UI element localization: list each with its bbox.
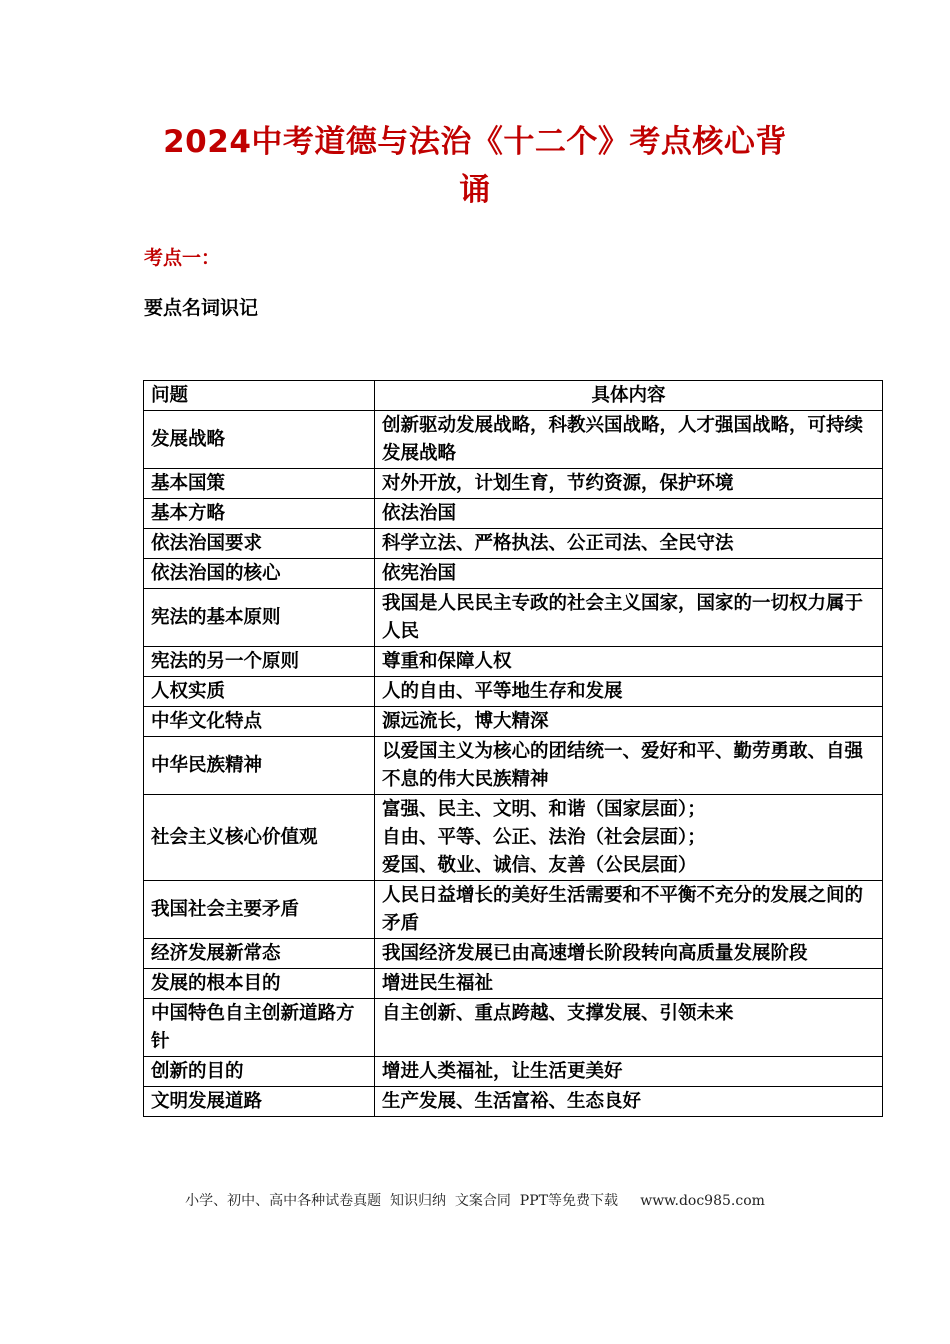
row-content-line: 以爱国主义为核心的团结统一、爱好和平、勤劳勇敢、自强不息的伟大民族精神 (382, 741, 864, 790)
row-content-line: 依宪治国 (382, 563, 457, 584)
row-content-line: 我国经济发展已由高速增长阶段转向高质量发展阶段 (382, 943, 808, 964)
row-content-line: 科学立法、严格执法、公正司法、全民守法 (382, 533, 734, 554)
row-content-line: 创新驱动发展战略，科教兴国战略，人才强国战略，可持续发展战略 (382, 415, 864, 464)
row-content-line: 尊重和保障人权 (382, 651, 512, 672)
page-footer: 小学、初中、高中各种试卷真题 知识归纳 文案合同 PPT等免费下载 www.doc985.com (185, 1193, 765, 1209)
table-row (144, 707, 883, 737)
key-points-table (143, 380, 883, 1117)
table-header-row (144, 381, 883, 411)
row-question: 创新的目的 (144, 1057, 375, 1087)
row-content-line: 人民日益增长的美好生活需要和不平衡不充分的发展之间的矛盾 (382, 885, 864, 934)
row-content (375, 881, 883, 939)
row-question: 我国社会主要矛盾 (144, 881, 375, 939)
header-question: 问题 (144, 381, 375, 411)
row-content-line: 我国是人民民主专政的社会主义国家，国家的一切权力属于人民 (382, 593, 864, 642)
row-question: 发展的根本目的 (144, 969, 375, 999)
header-content: 具体内容 (375, 381, 883, 411)
table-row (144, 1087, 883, 1117)
row-question: 中国特色自主创新道路方针 (144, 999, 375, 1057)
row-question: 中华民族精神 (144, 737, 375, 795)
table-row (144, 939, 883, 969)
row-content (375, 969, 883, 999)
table-row (144, 881, 883, 939)
row-content-line: 自主创新、重点跨越、支撑发展、引领未来 (382, 1003, 734, 1024)
row-content-line: 源远流长，博大精深 (382, 711, 549, 732)
row-content (375, 939, 883, 969)
table-row (144, 795, 883, 881)
table-row (144, 559, 883, 589)
row-content (375, 529, 883, 559)
row-content (375, 1057, 883, 1087)
row-content-line: 对外开放，计划生育，节约资源，保护环境 (382, 473, 734, 494)
table-row (144, 647, 883, 677)
row-content (375, 469, 883, 499)
row-content (375, 999, 883, 1057)
table-row (144, 677, 883, 707)
row-content (375, 589, 883, 647)
row-content (375, 647, 883, 677)
row-content-line: 自由、平等、公正、法治（社会层面）； (382, 827, 706, 848)
table-row (144, 589, 883, 647)
table-row (144, 999, 883, 1057)
row-question: 社会主义核心价值观 (144, 795, 375, 881)
document-title-line-1: 2024中考道德与法治《十二个》考点核心背 (163, 124, 787, 160)
table-row (144, 737, 883, 795)
row-content-line: 增进人类福祉，让生活更美好 (382, 1061, 623, 1082)
row-content-line: 增进民生福祉 (382, 973, 494, 994)
row-question: 宪法的另一个原则 (144, 647, 375, 677)
row-content (375, 499, 883, 529)
table-row (144, 499, 883, 529)
section-label: 考点一： (144, 247, 221, 269)
document-title-line-2: 诵 (459, 172, 491, 208)
row-content (375, 1087, 883, 1117)
row-content-line: 富强、民主、文明、和谐（国家层面）； (382, 799, 706, 820)
row-question: 基本国策 (144, 469, 375, 499)
row-content (375, 737, 883, 795)
row-question: 依法治国的核心 (144, 559, 375, 589)
row-content (375, 559, 883, 589)
row-content (375, 677, 883, 707)
document-title (120, 118, 830, 214)
row-content (375, 411, 883, 469)
row-content-line: 依法治国 (382, 503, 457, 524)
row-content (375, 795, 883, 881)
table-row (144, 411, 883, 469)
row-question: 基本方略 (144, 499, 375, 529)
row-content (375, 707, 883, 737)
row-question: 人权实质 (144, 677, 375, 707)
row-question: 经济发展新常态 (144, 939, 375, 969)
row-question: 依法治国要求 (144, 529, 375, 559)
row-content-line: 爱国、敬业、诚信、友善（公民层面） (382, 855, 697, 876)
table-row (144, 529, 883, 559)
table-row (144, 1057, 883, 1087)
row-question: 宪法的基本原则 (144, 589, 375, 647)
row-question: 中华文化特点 (144, 707, 375, 737)
table-body (144, 411, 883, 1117)
row-content-line: 人的自由、平等地生存和发展 (382, 681, 623, 702)
row-question: 发展战略 (144, 411, 375, 469)
table-row (144, 469, 883, 499)
row-content-line: 生产发展、生活富裕、生态良好 (382, 1091, 642, 1112)
sub-section-label: 要点名词识记 (144, 297, 259, 319)
table-row (144, 969, 883, 999)
row-question: 文明发展道路 (144, 1087, 375, 1117)
